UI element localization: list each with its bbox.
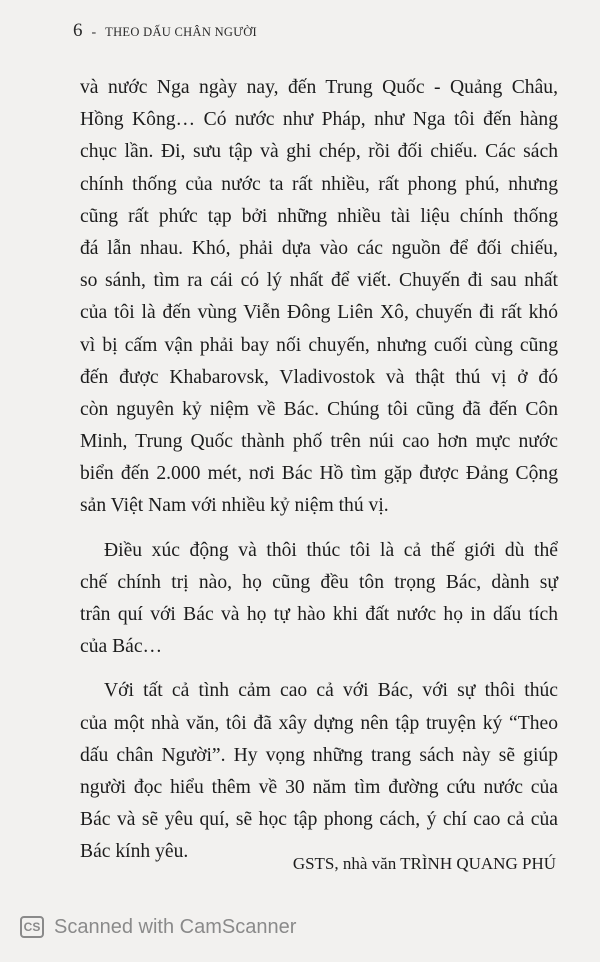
- text-line: Với tất cả tình cảm cao cả với Bác, với sự thôi thúc: [104, 680, 558, 702]
- text-line: Hồng Kông… Có nước như Pháp, như Nga tôi đến hàng: [80, 109, 558, 131]
- paragraph-1: [80, 72, 558, 523]
- text-line: và nước Nga ngày nay, đến Trung Quốc - Quảng Châu,: [80, 77, 558, 98]
- text-line: Điều xúc động và thôi thúc tôi là cả thế giới dù thể: [104, 539, 558, 561]
- text-line: dấu chân Người”. Hy vọng những trang sách này sẽ giúp: [80, 744, 558, 766]
- text-line: Bác kính yêu.: [80, 841, 189, 863]
- text-line: của tôi là đến vùng Viễn Đông Liên Xô, chuyến đi rất khó: [80, 302, 558, 324]
- text-line: chục lần. Đi, sưu tập và ghi chép, rồi đối chiếu. Các sách: [80, 141, 558, 163]
- text-line: Minh, Trung Quốc thành phố trên núi cao hơn mực nước: [80, 431, 558, 453]
- text-line: chính thống của nước ta rất nhiều, rất phong phú, nhưng: [80, 173, 558, 195]
- running-header: [73, 20, 257, 42]
- text-line: cũng rất phức tạp bởi những nhiều tài liệu chính thống: [80, 205, 558, 227]
- header-separator: -: [91, 25, 97, 40]
- scanner-watermark: [20, 912, 296, 942]
- text-line: sản Việt Nam với nhiều kỷ niệm thú vị.: [80, 495, 389, 517]
- text-line: trân quí với Bác và họ tự hào khi đất nước họ in dấu tích: [80, 604, 558, 625]
- text-line: biển đến 2.000 mét, nơi Bác Hồ tìm gặp được Đảng Cộng: [80, 463, 558, 485]
- text-line: của Bác…: [80, 636, 163, 658]
- text-line: đến được Khabarovsk, Vladivostok và thật thú vị ở đó: [80, 366, 558, 388]
- text-line: so sánh, tìm ra cái có lý nhất để viết. Chuyến đi sau nhất: [80, 270, 558, 292]
- running-title: THEO DẤU CHÂN NGƯỜI: [105, 25, 258, 39]
- text-line: còn nguyên kỷ niệm về Bác. Chúng tôi cũng đã đến Côn: [80, 398, 558, 420]
- text-line: đá lẫn nhau. Khó, phải dựa vào các nguồn để đối chiếu,: [80, 237, 558, 259]
- text-line: Bác và sẽ yêu quí, sẽ học tập phong cách, ý chí cao cả của: [80, 809, 558, 831]
- text-line: người đọc hiểu thêm về 30 năm tìm đường cứu nước của: [80, 776, 558, 798]
- text-line: của một nhà văn, tôi đã xây dựng nên tập truyện ký “Theo: [80, 712, 558, 734]
- paragraph-3: [80, 675, 558, 868]
- camscanner-logo-icon: CS: [20, 916, 44, 938]
- author-signature: GSTS, nhà văn TRÌNH QUANG PHÚ: [292, 854, 556, 873]
- text-line: vì bị cấm vận phải bay nối chuyến, nhưng cuối cùng cũng: [80, 334, 558, 356]
- watermark-text: Scanned with CamScanner: [54, 915, 297, 938]
- page-number: 6: [73, 20, 83, 41]
- body-text: [80, 72, 558, 869]
- paragraph-2: [80, 535, 558, 664]
- text-line: chế chính trị nào, họ cũng đều tôn trọng Bác, dành sự: [80, 571, 558, 593]
